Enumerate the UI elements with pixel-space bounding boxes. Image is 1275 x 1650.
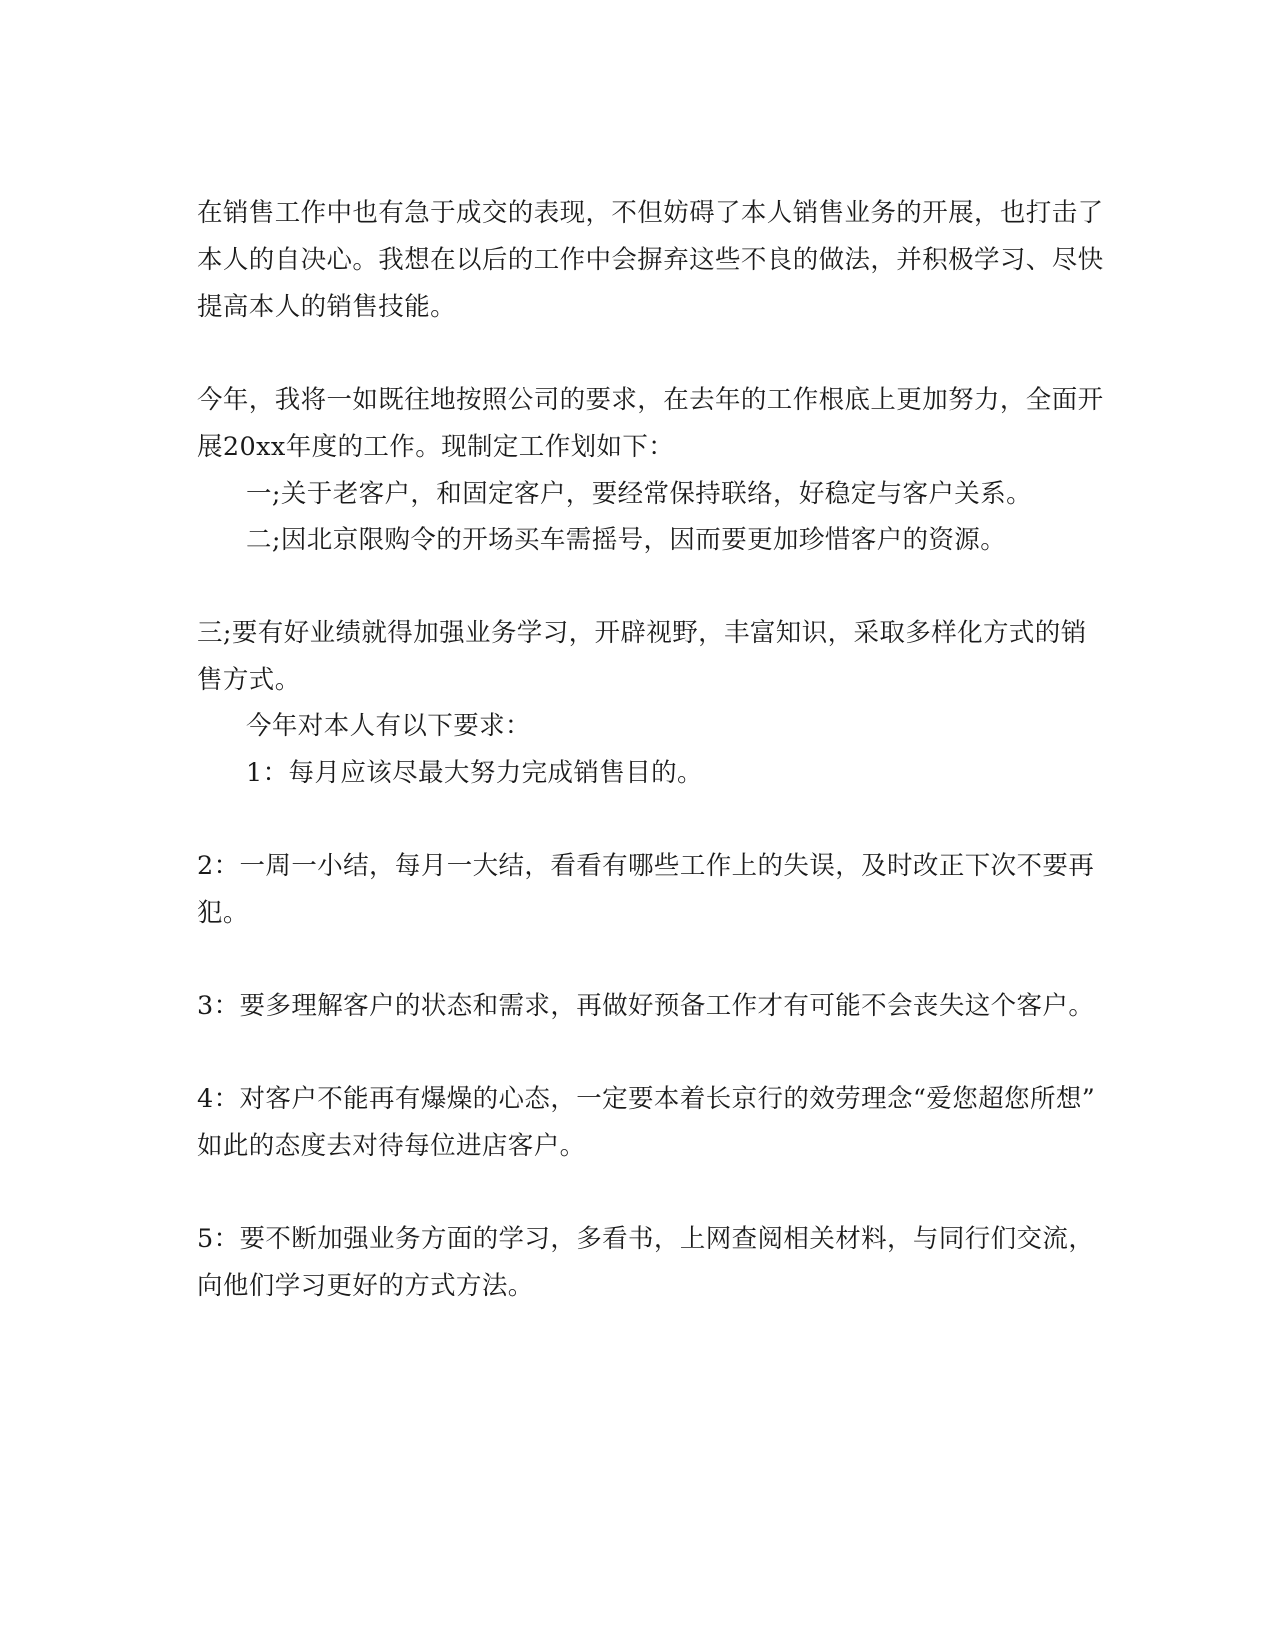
plan-item-3-line-2: 售方式。 bbox=[197, 665, 301, 695]
requirement-5-line-2: 向他们学习更好的方式方法。 bbox=[197, 1271, 534, 1301]
paragraph-2-line-1: 今年，我将一如既往地按照公司的要求，在去年的工作根底上更加努力，全面开 bbox=[197, 385, 1104, 415]
requirement-5-line-1: 5：要不断加强业务方面的学习，多看书，上网查阅相关材料，与同行们交流， bbox=[197, 1224, 1095, 1254]
requirements-heading: 今年对本人有以下要求： bbox=[246, 711, 531, 741]
paragraph-2-line-2: 展20xx年度的工作。现制定工作划如下： bbox=[197, 432, 675, 462]
paragraph-1-line-3: 提高本人的销售技能。 bbox=[197, 292, 457, 322]
requirement-3: 3：要多理解客户的状态和需求，再做好预备工作才有可能不会丧失这个客户。 bbox=[197, 991, 1095, 1021]
requirement-2-line-2: 犯。 bbox=[197, 898, 249, 928]
paragraph-1-line-2: 本人的自决心。我想在以后的工作中会摒弃这些不良的做法，并积极学习、尽快 bbox=[197, 245, 1104, 275]
requirement-1: 1：每月应该尽最大努力完成销售目的。 bbox=[246, 758, 703, 788]
requirement-4-line-2: 如此的态度去对待每位进店客户。 bbox=[197, 1131, 586, 1161]
plan-item-2: 二;因北京限购令的开场买车需摇号，因而要更加珍惜客户的资源。 bbox=[246, 525, 1007, 555]
paragraph-1-line-1: 在销售工作中也有急于成交的表现，不但妨碍了本人销售业务的开展，也打击了 bbox=[197, 198, 1104, 228]
plan-item-3-line-1: 三;要有好业绩就得加强业务学习，开辟视野，丰富知识，采取多样化方式的销 bbox=[197, 618, 1087, 648]
requirement-2-line-1: 2：一周一小结，每月一大结，看看有哪些工作上的失误，及时改正下次不要再 bbox=[197, 851, 1095, 881]
plan-item-1: 一;关于老客户，和固定客户，要经常保持联络，好稳定与客户关系。 bbox=[246, 479, 1032, 509]
requirement-4-line-1: 4：对客户不能再有爆燥的心态，一定要本着长京行的效劳理念“爱您超您所想” bbox=[197, 1084, 1096, 1114]
